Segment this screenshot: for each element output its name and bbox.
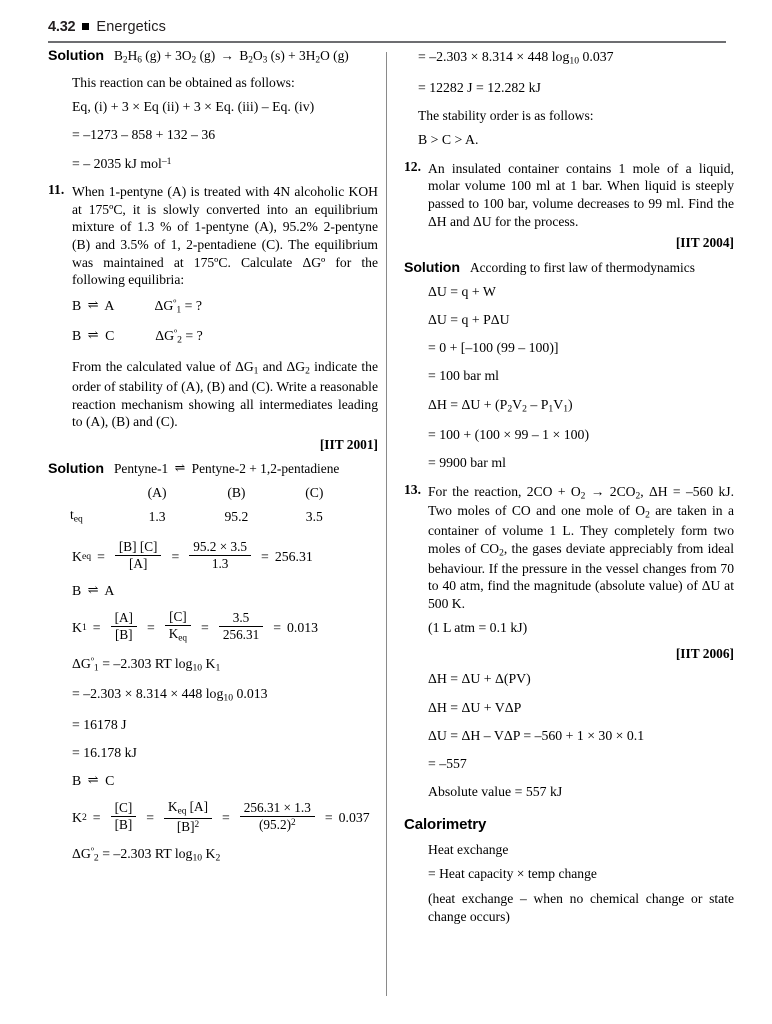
dg2-index: 2 xyxy=(93,852,99,864)
eq-plus-h2o: + 3H xyxy=(288,48,316,63)
question-11-source: [IIT 2001] xyxy=(319,436,378,452)
eq-B: B xyxy=(113,48,123,63)
right-column xyxy=(404,48,734,932)
followup-mid: and ΔG xyxy=(258,359,306,375)
k2-den-value-exponent: 2 xyxy=(290,818,296,829)
q13-absolute-value-line: Absolute value = 557 kJ xyxy=(428,784,563,800)
eq-result-line xyxy=(72,155,378,172)
dg2-tail-index: 2 xyxy=(215,852,221,864)
row-label-blank xyxy=(48,484,122,506)
question-12 xyxy=(404,160,734,231)
eq-sum-line: Eq, (i) + 3 × Eq (ii) + 3 × Eq. (iii) – Eq. (iv) xyxy=(72,99,315,115)
header-rule xyxy=(48,41,726,43)
k2-subscript: 2 xyxy=(81,811,87,823)
dg2-symbol: ΔG xyxy=(72,845,91,861)
k2-symbol: K xyxy=(72,809,82,825)
running-header xyxy=(48,19,728,35)
dg2-log-base: 10 xyxy=(192,852,203,864)
equilibrium-1-degree: º xyxy=(173,297,177,309)
equilibrium-bc-label xyxy=(72,772,378,789)
pentyne-equilibrium-headline xyxy=(114,461,339,477)
enthalpy-sub-p2: 2 xyxy=(507,403,513,415)
equilibrium-ba-label xyxy=(72,582,378,599)
dg2-formula-tail: K xyxy=(202,845,216,861)
k1-fraction-3 xyxy=(219,611,263,642)
first-law-line-2: ΔU = q + PΔU xyxy=(428,311,510,327)
k1-equation: K 1 = $\frac{[A]}{[B]}$ = $\frac{[C]}{K_{eq}}$ = $\frac{3.5}{256.31}$ = 0.013 xyxy=(72,608,319,644)
column-header-a: (A) xyxy=(147,485,167,501)
dg1-index: 1 xyxy=(93,662,99,674)
k1-denominator-1: [B] xyxy=(114,627,133,643)
k2-fraction-2 xyxy=(164,800,212,834)
eq-state-3: (s) xyxy=(270,48,285,63)
isomer-percentage-table xyxy=(48,484,348,531)
question-13-source: [IIT 2006] xyxy=(675,645,734,661)
question-11 xyxy=(48,183,378,289)
reversible-arrow-icon: ⇌ xyxy=(174,461,186,476)
dg1-numeric-log-base: 10 xyxy=(223,692,234,704)
equilibrium-2-value: = ? xyxy=(185,328,203,344)
q13-conversion-note: (1 L atm = 0.1 kJ) xyxy=(428,619,528,635)
k1-result: 0.013 xyxy=(287,619,319,635)
keq-result: 256.31 xyxy=(274,548,313,564)
k2-result: 0.037 xyxy=(338,809,370,825)
eq-prod-B: B xyxy=(239,48,249,63)
eq-H-sub: 6 xyxy=(137,55,142,66)
keq-equation: K eq = $\frac{[B] [C]}{[A]}$ = $\frac{95.2 \times 3.5}{1.3}$ = 256.31 xyxy=(72,539,313,572)
equilibrium-2-right: C xyxy=(105,328,115,344)
k2-numerator-3: 256.31 × 1.3 xyxy=(240,801,315,817)
q13-solution-line-2: ΔH = ΔU + VΔP xyxy=(428,699,522,715)
question-12-number: 12. xyxy=(404,158,421,174)
dg1-formula-tail: K xyxy=(202,655,216,671)
keq-numerator-2: 95.2 × 3.5 xyxy=(189,540,251,556)
table-row-headers xyxy=(48,484,348,506)
k2-den-exponent: 2 xyxy=(194,820,200,831)
dg1-kilojoules: = 16.178 kJ xyxy=(72,744,137,760)
q13-text-mid-2: , ΔH = –560 kJ. Two moles of CO and one mole of O xyxy=(428,483,734,519)
k2-denominator-3 xyxy=(240,817,315,832)
eq-ba-left: B xyxy=(72,582,82,598)
k1-symbol: K xyxy=(72,619,82,635)
followup-rest: indicate the order of stability of (A), (B) and (C). Write a reasonable reaction mechanism showing all intermediates leading to (A), (B) and (C). xyxy=(72,359,378,430)
first-law-headline: According to first law of thermodynamics xyxy=(469,259,695,275)
followup-sub-1: 1 xyxy=(253,366,259,377)
dg2-degree: º xyxy=(90,845,94,857)
eq-plus-o2: + 3O xyxy=(164,48,192,63)
followup-pre: From the calculated value of ΔG xyxy=(72,359,254,375)
equilibrium-1-symbol: ΔG xyxy=(154,297,174,313)
reversible-arrow-icon: ⇌ xyxy=(87,581,99,597)
enthalpy-minus-p1: – P xyxy=(526,396,549,412)
page-folio: 4.32 xyxy=(48,19,76,35)
solution-label: Solution xyxy=(48,48,104,64)
value-c: 3.5 xyxy=(305,508,323,524)
eq-state-1: (g) xyxy=(145,48,161,63)
k2-denominator-2 xyxy=(164,819,212,834)
dg2-formula-body: = –2.303 RT log xyxy=(98,845,193,861)
value-a: 1.3 xyxy=(148,508,166,524)
dg1-formula xyxy=(72,655,378,675)
question-12-source: [IIT 2004] xyxy=(675,235,734,251)
equilibrium-1-left: B xyxy=(72,297,82,313)
eq-h2o-sub: 2 xyxy=(315,55,321,66)
pentyne-1-label: Pentyne-1 xyxy=(113,461,169,477)
enthalpy-result-line: = 9900 bar ml xyxy=(428,455,506,471)
equilibrium-1-value: = ? xyxy=(184,297,203,313)
solution-heading-diborane xyxy=(48,48,378,67)
equilibrium-2-index: 2 xyxy=(177,334,182,346)
question-13 xyxy=(404,483,734,613)
k1-subscript: 1 xyxy=(81,621,87,633)
k2-num-keq: K xyxy=(168,798,178,814)
k1-den-k-sub: eq xyxy=(178,633,188,644)
equilibrium-1-line xyxy=(72,297,378,317)
stability-order-value: B > C > A. xyxy=(418,132,479,148)
calorimetry-line-2: = Heat capacity × temp change xyxy=(428,866,597,882)
equilibrium-1-right: A xyxy=(104,297,114,313)
k2-den-value: (95.2) xyxy=(259,817,291,833)
dg1-formula-body: = –2.303 RT log xyxy=(98,655,193,671)
k2-numerator-1: [C] xyxy=(111,801,137,817)
k2-den-conc: [B] xyxy=(176,819,195,835)
dg1-numeric-arg: 0.013 xyxy=(233,686,268,702)
diborane-equation xyxy=(114,48,349,67)
keq-fraction-1 xyxy=(115,540,162,571)
k1-numerator-1: [A] xyxy=(111,611,137,627)
question-11-followup xyxy=(72,358,378,431)
solution-heading-pentyne xyxy=(48,461,378,477)
eq-state-2: (g) xyxy=(199,48,216,63)
q13-solution-line-1: ΔH = ΔU + Δ(PV) xyxy=(428,671,531,687)
dg2-formula xyxy=(72,845,378,865)
keq-denominator-1: [A] xyxy=(128,556,148,572)
reversible-arrow-icon: ⇌ xyxy=(87,296,99,312)
q13-text-mid-4: , the gases deviate appreciably from ideal behaviour. If the pressure in the vessel changes from 70 to 40 atm, find the magnitude (absolute value) of ΔU at 500 K. xyxy=(428,540,734,612)
chapter-title: Energetics xyxy=(96,19,166,35)
enthalpy-v2: V xyxy=(512,396,523,412)
q13-sub-co2-b: 2 xyxy=(499,548,504,559)
question-13-number: 13. xyxy=(404,481,421,497)
k2-num-keq-sub: eq xyxy=(177,806,187,817)
reaction-arrow-icon: → xyxy=(220,48,234,63)
k1-denominator-3: 256.31 xyxy=(222,627,260,643)
left-column xyxy=(48,48,378,875)
q13-text-pre: For the reaction, 2CO + O xyxy=(428,483,581,499)
k1-numerator-3: 3.5 xyxy=(219,611,263,627)
dg2-numeric-log-base: 10 xyxy=(569,55,580,67)
eq-result-exponent: –1 xyxy=(161,155,172,167)
k1-numerator-2: [C] xyxy=(165,610,191,626)
enthalpy-v1: V xyxy=(553,396,564,412)
k2-equation: K 2 = $\frac{[C]}{[B]}$ = $\frac{K_{eq} [A]}{[B]^2}$ = $\frac{256.31 \times 1.3}{(95.2)^2}$ = 0.037 xyxy=(72,798,370,835)
dg2-numeric-arg: 0.037 xyxy=(579,49,614,64)
dg2-numeric-body: = –2.303 × 8.314 × 448 log xyxy=(418,49,570,64)
enthalpy-pre: ΔH = ΔU + (P xyxy=(428,396,508,412)
keq-symbol: K xyxy=(72,548,82,564)
q13-text-mid-3: are taken in a container of volume 1 L. They completely form two moles of CO xyxy=(428,503,734,556)
solution-heading-thermo xyxy=(404,260,734,276)
first-law-line-1: ΔU = q + W xyxy=(428,283,496,299)
q13-solution-line-3: ΔU = ΔH – VΔP = –560 + 1 × 30 × 0.1 xyxy=(428,727,645,743)
equilibrium-2-symbol: ΔG xyxy=(155,328,175,344)
eq-B-sub: 2 xyxy=(122,55,128,66)
k2-num-conc: [A] xyxy=(186,798,209,814)
stability-order-intro: The stability order is as follows: xyxy=(418,107,594,123)
column-header-b: (B) xyxy=(227,485,246,501)
dg1-tail-index: 1 xyxy=(215,662,221,674)
k2-numerator-2 xyxy=(164,800,212,819)
eq-prod-O-sub: 3 xyxy=(262,55,268,66)
equilibrium-2-left: B xyxy=(72,328,82,344)
eq-o2-sub: 2 xyxy=(191,55,197,66)
eq-prod-O: O xyxy=(252,48,263,63)
equilibrium-2-degree: º xyxy=(174,328,178,340)
question-11-number: 11. xyxy=(48,181,65,197)
reversible-arrow-icon: ⇌ xyxy=(87,772,99,788)
enthalpy-sub-v2: 2 xyxy=(522,403,527,415)
row-label-teq: $t_{eq}$ xyxy=(70,506,83,525)
enthalpy-close-paren: ) xyxy=(568,396,573,412)
eq-bc-left: B xyxy=(72,773,82,789)
obtained-as-follows-line: This reaction can be obtained as follows: xyxy=(72,74,295,90)
eq-state-4: (g) xyxy=(333,48,349,63)
eq-values-line: = –1273 – 858 + 132 – 36 xyxy=(72,127,216,143)
q13-sub-co2: 2 xyxy=(635,491,641,502)
solution-label: Solution xyxy=(48,461,104,478)
keq-subscript: eq xyxy=(81,550,92,562)
keq-fraction-2 xyxy=(189,540,251,571)
dg2-result: = 12282 J = 12.282 kJ xyxy=(418,79,541,95)
question-13-text xyxy=(428,483,734,613)
enthalpy-sub-v1: 1 xyxy=(563,403,569,415)
pentyne-2-label: Pentyne-2 + 1,2-pentadiene xyxy=(191,461,340,477)
q13-sub-o2: 2 xyxy=(580,491,586,502)
first-law-line-3: = 0 + [–100 (99 – 100)] xyxy=(428,340,559,356)
column-divider xyxy=(386,52,387,996)
dg1-log-base: 10 xyxy=(192,662,203,674)
eq-bc-right: C xyxy=(105,773,115,789)
k1-denominator-2 xyxy=(165,626,191,644)
solution-label: Solution xyxy=(404,259,460,276)
q13-solution-line-4: = –557 xyxy=(428,756,467,772)
table-row xyxy=(48,506,348,531)
enthalpy-sub-p1: 1 xyxy=(548,403,554,415)
eq-prod-B-sub: 2 xyxy=(248,55,253,66)
dg1-numeric xyxy=(72,685,378,705)
enthalpy-numeric-line: = 100 + (100 × 99 – 1 × 100) xyxy=(428,427,590,443)
eq-result-text: = – 2035 kJ mol xyxy=(72,155,162,171)
enthalpy-definition-line xyxy=(428,396,734,416)
eq-h2o-O: O xyxy=(320,48,330,63)
calorimetry-line-3: (heat exchange – when no chemical change or state change occurs) xyxy=(428,890,734,924)
square-bullet-icon xyxy=(82,23,89,30)
dg1-numeric-body: = –2.303 × 8.314 × 448 log xyxy=(72,686,224,702)
k1-fraction-1 xyxy=(111,611,137,642)
followup-sub-2: 2 xyxy=(305,366,310,377)
dg1-symbol: ΔG xyxy=(72,655,91,671)
eq-H: H xyxy=(127,48,138,63)
calorimetry-heading: Calorimetry xyxy=(404,815,487,833)
reversible-arrow-icon: ⇌ xyxy=(87,327,99,343)
k2-denominator-1: [B] xyxy=(114,817,133,833)
dg1-joules: = 16178 J xyxy=(72,716,127,732)
q13-text-mid-1: → 2CO xyxy=(585,483,636,499)
k2-fraction-1 xyxy=(111,801,137,832)
equilibrium-1-index: 1 xyxy=(176,304,182,316)
first-law-line-4: = 100 bar ml xyxy=(428,368,500,384)
dg2-numeric xyxy=(418,48,734,68)
keq-denominator-2: 1.3 xyxy=(211,556,229,572)
k1-fraction-2 xyxy=(165,610,191,644)
equilibrium-2-line xyxy=(72,327,378,347)
dg1-degree: º xyxy=(90,655,94,667)
k2-fraction-3 xyxy=(240,801,315,832)
calorimetry-line-1: Heat exchange xyxy=(428,841,509,857)
value-b: 95.2 xyxy=(224,508,249,524)
question-12-text: An insulated container contains 1 mole of a liquid, molar volume 100 ml at 1 bar. When liquid is steeply passed to 100 bar, volume decreases to 99 ml. Find the ΔH and ΔU for the process. xyxy=(428,160,734,229)
keq-numerator-1: [B] [C] xyxy=(115,540,162,556)
eq-ba-right: A xyxy=(104,582,115,598)
q13-sub-o2-b: 2 xyxy=(645,510,650,521)
k1-den-k: K xyxy=(168,625,179,641)
column-header-c: (C) xyxy=(305,485,324,501)
question-11-text: When 1-pentyne (A) is treated with 4N alcoholic KOH at 175ºC, it is slowly converted into an equilibrium mixture of 1.3 % of 1-pentyne (A), 95.2% 2-pentyne (B) and 3.5% of 1, 2-pentadiene (C). The equilibrium was maintained at 175ºC. Calculate ΔGº for the following equilibria: xyxy=(72,183,378,288)
